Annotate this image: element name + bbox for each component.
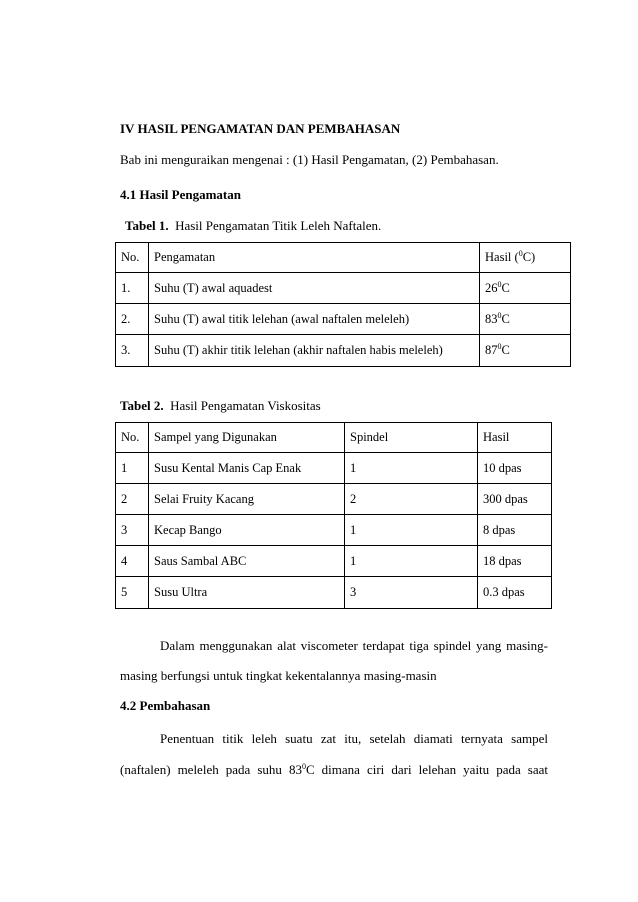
table-header-row	[116, 423, 552, 453]
table2-caption	[120, 398, 321, 414]
cell-sampel: Saus Sambal ABC	[149, 546, 345, 577]
header-hasil: Hasil ($^0$C)	[480, 243, 571, 273]
table-titik-leleh	[115, 242, 571, 367]
table2-caption-text: Hasil Pengamatan Viskositas	[170, 398, 321, 413]
header-no: No.	[116, 243, 149, 273]
cell-pengamatan: Suhu (T) akhir titik lelehan (akhir naftalen habis meleleh)	[149, 335, 480, 367]
paragraph-pembahasan-line2: (naftalen) meleleh pada suhu $83^0C$ dimana ciri dari lelehan yaitu pada saat	[120, 762, 549, 777]
cell-spindel: 1	[345, 515, 478, 546]
paragraph-viscometer-line2: masing berfungsi untuk tingkat kekentalannya masing-masin	[120, 668, 437, 683]
table-row	[116, 484, 552, 515]
table2-caption-label: Tabel 2.	[120, 398, 164, 413]
table-row	[116, 515, 552, 546]
header-spindel: Spindel	[345, 423, 478, 453]
header-no: No.	[116, 423, 149, 453]
cell-no: 1	[116, 453, 149, 484]
cell-spindel: 2	[345, 484, 478, 515]
table-row	[116, 453, 552, 484]
cell-sampel: Kecap Bango	[149, 515, 345, 546]
cell-no: 1.	[116, 273, 149, 304]
intro-text: Bab ini menguraikan mengenai : (1) Hasil Pengamatan, (2) Pembahasan.	[120, 152, 499, 167]
cell-sampel: Susu Kental Manis Cap Enak	[149, 453, 345, 484]
cell-no: 2.	[116, 304, 149, 335]
cell-hasil: 10 dpas	[478, 453, 552, 484]
cell-hasil: 0.3 dpas	[478, 577, 552, 609]
table-row	[116, 546, 552, 577]
cell-no: 3.	[116, 335, 149, 367]
header-hasil: Hasil	[478, 423, 552, 453]
table-viskositas	[115, 422, 552, 609]
table-header-row	[116, 243, 571, 273]
table-row	[116, 273, 571, 304]
cell-no: 3	[116, 515, 149, 546]
cell-no: 5	[116, 577, 149, 609]
cell-pengamatan: Suhu (T) awal titik lelehan (awal naftalen meleleh)	[149, 304, 480, 335]
cell-hasil: 18 dpas	[478, 546, 552, 577]
cell-spindel: 3	[345, 577, 478, 609]
cell-sampel: Susu Ultra	[149, 577, 345, 609]
table1-caption-label: Tabel 1.	[125, 218, 169, 233]
cell-hasil: $26^0C$	[480, 273, 571, 304]
paragraph-viscometer-line1: Dalam menggunakan alat viscometer terdapat tiga spindel yang masing-	[160, 638, 548, 653]
section-heading-hasil: 4.1 Hasil Pengamatan	[120, 187, 241, 202]
table-row	[116, 335, 571, 367]
cell-no: 2	[116, 484, 149, 515]
cell-sampel: Selai Fruity Kacang	[149, 484, 345, 515]
cell-spindel: 1	[345, 546, 478, 577]
table1-caption-text: Hasil Pengamatan Titik Leleh Naftalen.	[175, 218, 382, 233]
section-heading-pembahasan: 4.2 Pembahasan	[120, 698, 211, 713]
cell-hasil: $87^0C$	[480, 335, 571, 367]
cell-hasil: 300 dpas	[478, 484, 552, 515]
header-pengamatan: Pengamatan	[149, 243, 480, 273]
cell-pengamatan: Suhu (T) awal aquadest	[149, 273, 480, 304]
header-sampel: Sampel yang Digunakan	[149, 423, 345, 453]
cell-no: 4	[116, 546, 149, 577]
table-row	[116, 577, 552, 609]
cell-spindel: 1	[345, 453, 478, 484]
cell-hasil: $83^0C$	[480, 304, 571, 335]
paragraph-pembahasan-line1: Penentuan titik leleh suatu zat itu, setelah diamati ternyata sampel	[160, 731, 548, 746]
cell-hasil: 8 dpas	[478, 515, 552, 546]
chapter-heading: IV HASIL PENGAMATAN DAN PEMBAHASAN	[120, 121, 401, 136]
table1-caption	[125, 218, 381, 234]
table-row	[116, 304, 571, 335]
